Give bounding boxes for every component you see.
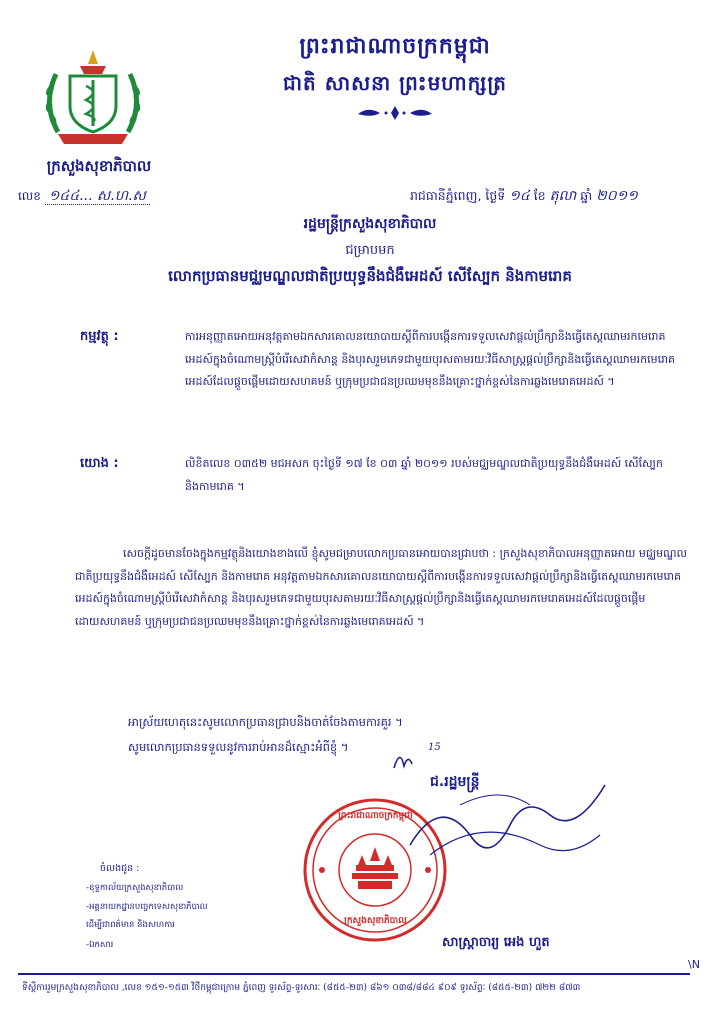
ministry-name: ក្រសួងសុខាភិបាល [46, 157, 152, 175]
subject-text: ការអនុញ្ញាតអោយអនុវត្តតាមឯកសារគោលនយោបាយស្តីពីការបង្កើនការទទួលសេវាផ្តល់ប្រឹក្សានិងធ្វើតេស្តឈាមរកមេរោគអេដស៍ក្នុងចំណោមស្ត្រីបំរើសេវាកំសាន្ត និងបុរសរួមភេទជាមួយបុរសតាមរយៈវិធីសាស្ត្រផ្តល់ប្រឹក្សានិងធ្វើតេស្តឈាមរកមេរោគអេដស៍ដែលផ្តួចផ្តើមដោយសហគមន៍ ឬក្រុមប្រជាជនប្រឈមមុខនឹងគ្រោះថ្នាក់ខ្ពស់នៃការឆ្លងមេរោគអេដស៍ ។ [185, 330, 676, 388]
recipient: លោកប្រធានមជ្ឈមណ្ឌលជាតិប្រយុទ្ធនឹងជំងឺអេដស៍ សើស្បែក និងកាមរោគ [168, 267, 572, 285]
footer-address: ទីស្តីការរួមក្រសួងសុខាភិបាល ,លេខ ១៥១-១៥៣ វិថីកម្ពុជាក្រោម ភ្នំពេញ ទូរស័ព្ទ-ទូរសារៈ (៨៥៥-២៣) ៨៦១ ០៣៨/៨៨៤ ៩០៩ ទូរស័ព្ទៈ (៨៥៥-២៣) ៧២២ ៨៧៣ [22, 983, 581, 993]
subject-label: កម្មវត្ថុ : [80, 329, 119, 344]
date-year-label: ឆ្នាំ [580, 188, 593, 203]
signatory-name: សាស្ត្រាចារ្យ អេង ហួត [442, 935, 550, 950]
seal-text-top: ព្រះរាជាណាចក្រកម្ពុជា [338, 811, 413, 821]
doc-number-value: ១៤៤... ស.ហ.ស [45, 188, 150, 205]
cc-item: ដើម្បីជាពត៌មាន និងសហការ [86, 920, 175, 930]
date-year: ២០១១ [596, 188, 638, 204]
motto: ជាតិ សាសនា ព្រះមហាក្សត្រ [283, 71, 507, 95]
cc-item: -អគ្គនាយកដ្ឋានបច្ចេកទេសសុខាភិបាល [86, 902, 208, 912]
reference-text: លិខិតលេខ ០៣៥២ មជអសក ចុះថ្ងៃទី ១៧ ខែ ០៣ ឆ្នាំ ២០១១ របស់មជ្ឈមណ្ឌលជាតិប្រយុទ្ធនឹងជំងឺអេដស៍ សើស្បែក និងកាមរោគ ។ [185, 457, 663, 493]
cc-item: -ឯកសារ [86, 940, 114, 950]
cc-item: -ខុទ្ទកាល័យក្រសួងសុខាភិបាល [86, 883, 184, 893]
date-place: រាជធានីភ្នំពេញ, [410, 188, 486, 203]
doc-number-label: លេខ [18, 189, 41, 203]
document-date [410, 186, 638, 207]
date-day: ១៤ [509, 188, 530, 204]
cc-label: ចំលងជូន : [100, 863, 140, 874]
footer-divider [18, 973, 690, 975]
date-day-label: ថ្ងៃទី [485, 188, 506, 203]
reference-label: យោង : [80, 456, 119, 471]
closing-line-2: សូមលោកប្រធានទទួលនូវការរាប់អានដ៏ស្មោះអំពីខ្ញុំ ។ [128, 740, 349, 754]
signature-icon [400, 775, 620, 885]
sender-title: រដ្ឋមន្ត្រីក្រសួងសុខាភិបាល [303, 216, 437, 232]
seal-text-bottom: ក្រសួងសុខាភិបាល [344, 916, 407, 926]
initials-number: 15 [428, 742, 441, 753]
date-month-label: ខែ [533, 188, 546, 203]
side-mark: \N [688, 958, 700, 971]
to-label: ជម្រាបមក [345, 243, 395, 258]
document-number [18, 186, 150, 207]
ornament-divider-icon [350, 104, 440, 122]
body-paragraph: សេចក្តីដូចមានចែងក្នុងកម្មវត្ថុនិងយោងខាងលើ ខ្ញុំសូមជម្រាបលោកប្រធានអោយបានជ្រាបថា : ក្រសួងសុខាភិបាលអនុញ្ញាតអោយ មជ្ឈមណ្ឌលជាតិប្រយុទ្ធនឹងជំងឺអេដស៍ សើស្បែក និងកាមរោគ អនុវត្តតាមឯកសារគោលនយោបាយស្តីពីការបង្កើនការទទួលសេវាផ្តល់ប្រឹក្សានិងធ្វើតេស្តឈាមរកមេរោគអេដស៍ក្នុងចំណោមស្ត្រីបំរើសេវាកំសាន្ត និងបុរសរួមភេទជាមួយបុរសតាមរយៈវិធីសាស្ត្រផ្តល់ប្រឹក្សានិងធ្វើតេស្តឈាមរកមេរោគអេដស៍ដែលផ្តួចផ្តើមដោយសហគមន៍ ឬក្រុមប្រជាជនប្រឈមមុខនឹងគ្រោះថ្នាក់ខ្ពស់នៃការឆ្លងមេរោគអេដស៍ ។ [75, 547, 687, 628]
date-month: តុលា [549, 188, 577, 204]
closing-line-1: អាស្រ័យហេតុនេះសូមលោកប្រធានជ្រាបនិងចាត់ចែងតាមការគួរ ។ [128, 715, 403, 729]
kingdom-title: ព្រះរាជាណាចក្រកម្ពុជា [299, 33, 491, 59]
signatory-title: ជ.រដ្ឋមន្ត្រី [430, 774, 480, 790]
ministry-logo-icon [38, 44, 148, 154]
